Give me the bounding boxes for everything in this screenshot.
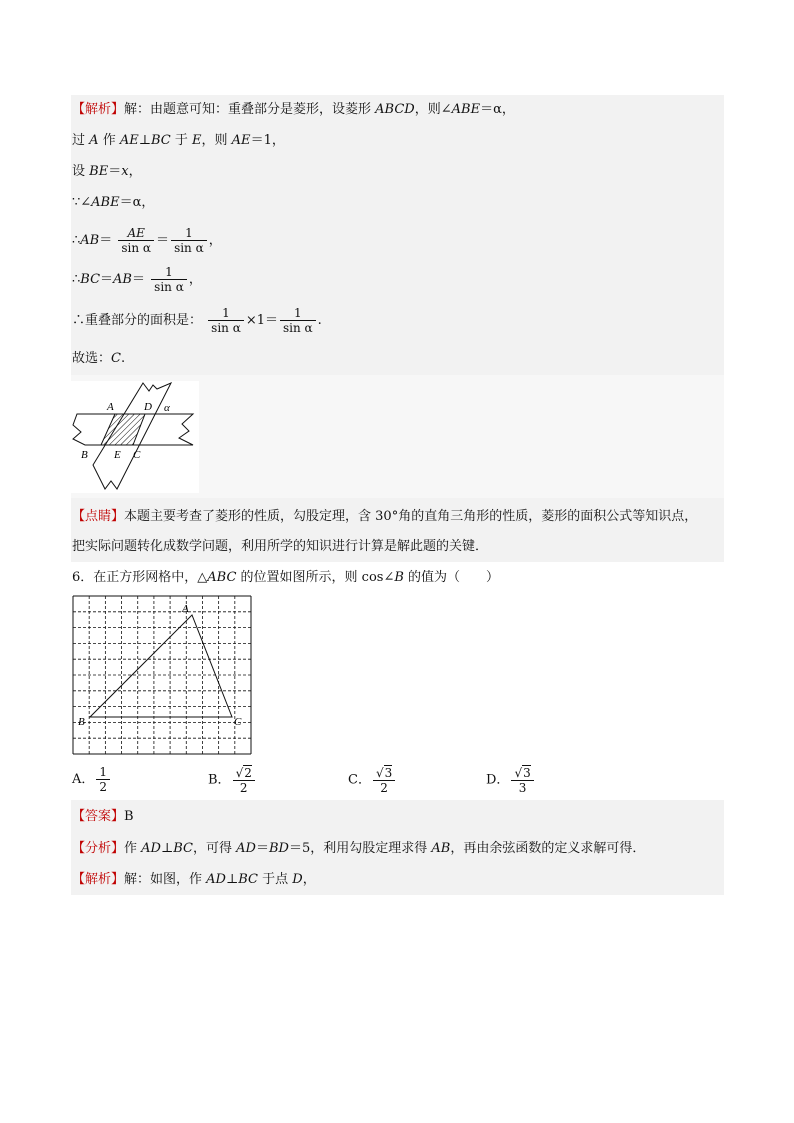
- label-E: E: [114, 449, 121, 461]
- label-B2: B: [78, 716, 85, 728]
- triangle-grid-figure: [72, 595, 252, 755]
- analysis-tag: 【解析】: [72, 102, 125, 117]
- fraction-one-sin-3: $\frac{1}{\text{sin α}}$: [208, 306, 244, 335]
- option-b[interactable]: B． $\frac{√2}{2}$: [208, 765, 257, 795]
- option-a-fraction: $\frac{1}{2}$: [96, 765, 110, 794]
- analysis1-line5: ∴AB＝ $\frac{AE}{\text{sin α}}$ ＝ $\frac{1}{\text{sin α}}$ ，: [72, 226, 222, 255]
- analysis1-line3: 设 BE＝x，: [72, 164, 142, 179]
- fraction-one-sin-2: $\frac{1}{\text{sin α}}$: [151, 265, 187, 294]
- fenxi-line: 【分析】作 AD⊥BC，可得 AD＝BD＝5，利用勾股定理求得 AB，再由余弦函数的定义求解可得．: [72, 841, 646, 856]
- option-d[interactable]: D． $\frac{√3}{3}$: [486, 765, 536, 795]
- analysis1-choice: 故选：C.: [72, 351, 126, 366]
- fenxi-tag: 【分析】: [72, 841, 125, 856]
- option-b-fraction: $\frac{√2}{2}$: [233, 765, 255, 795]
- label-D: D: [144, 401, 152, 413]
- analysis1-line4: ∵∠ABE＝α，: [72, 195, 155, 210]
- fraction-ae-sin: $\frac{AE}{\text{sin α}}$: [118, 226, 154, 255]
- label-C2: C: [234, 716, 242, 728]
- dianjing-tag: 【点睛】: [72, 509, 125, 524]
- dianjing-line2: 把实际问题转化成数学问题，利用所学的知识进行计算是解此题的关键．: [72, 539, 489, 554]
- label-A: A: [107, 401, 114, 413]
- label-A2: A: [182, 603, 189, 615]
- label-C: C: [133, 449, 141, 461]
- analysis1-line2: 过 A 作 AE⊥BC 于 E，则 AE＝1，: [72, 133, 285, 148]
- label-alpha: α: [164, 402, 170, 414]
- analysis2-tag: 【解析】: [72, 872, 125, 887]
- label-B: B: [81, 449, 88, 461]
- analysis1-line7: ∴重叠部分的面积是： $\frac{1}{\text{sin α}}$ ×1＝ $\frac{1}{\text{sin α}}$ .: [72, 306, 322, 335]
- analysis2-line: 【解析】解：如图，作 AD⊥BC 于点 D，: [72, 872, 316, 887]
- rhombus-overlap-figure: [71, 381, 199, 493]
- question6: 6．在正方形网格中，△ABC 的位置如图所示，则 cos∠B 的值为（ ）: [72, 570, 500, 585]
- triangle-abc: [90, 615, 232, 717]
- square-grid: [73, 596, 251, 754]
- fraction-one-sin-4: $\frac{1}{\text{sin α}}$: [280, 306, 316, 335]
- option-c[interactable]: C． $\frac{√3}{2}$: [348, 765, 397, 795]
- analysis1-line6: ∴BC＝AB＝ $\frac{1}{\text{sin α}}$ ，: [72, 265, 202, 294]
- dianjing-line1: 【点睛】本题主要考查了菱形的性质，勾股定理，含 30°角的直角三角形的性质，菱形的面积公式等知识点，: [72, 509, 698, 524]
- option-c-fraction: $\frac{√3}{2}$: [373, 765, 395, 795]
- answer-line: 【答案】B: [72, 809, 134, 824]
- option-a[interactable]: A． $\frac{1}{2}$: [72, 765, 112, 794]
- answer-tag: 【答案】: [72, 809, 125, 824]
- option-d-fraction: $\frac{√3}{3}$: [511, 765, 533, 795]
- analysis1-line1: 【解析】解：由题意可知：重叠部分是菱形，设菱形 ABCD，则∠ABE＝α，: [72, 102, 515, 117]
- fraction-one-sin: $\frac{1}{\text{sin α}}$: [171, 226, 207, 255]
